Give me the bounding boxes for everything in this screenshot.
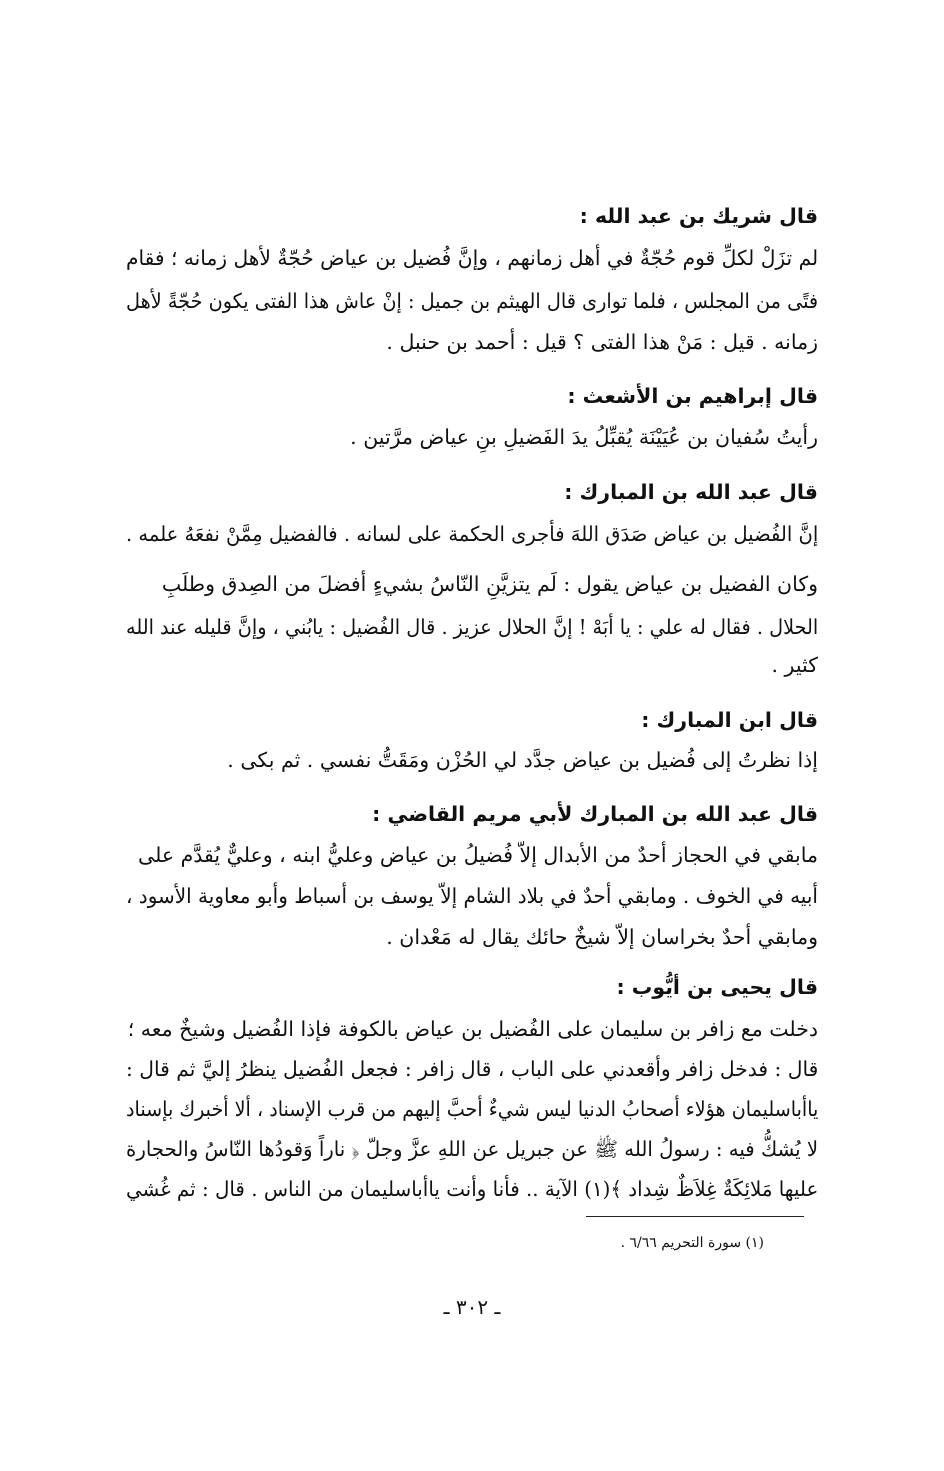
- text-line: رأيتُ سُفيان بن عُيَيْنَة يُقبِّلُ يدَ الفَضيلِ بنِ عياض مرَّتين .: [350, 425, 818, 449]
- section-heading: قال شريك بن عبد الله :: [579, 204, 818, 228]
- text-line: إذا نظرتُ إلى فُضيل بن عياض جدَّد لي الحُزْن ومَقَتُّ نفسي . ثم بكى .: [227, 748, 818, 772]
- text-line: لا يُشكُّ فيه : رسولُ الله ﷺ عن جبريل عن اللهِ عزَّ وجلّ ﴿ ناراً وَقودُها النّاسُ والحجارة: [125, 1137, 818, 1161]
- text-line: الحلال . فقال له علي : يا أبَهْ ! إنَّ الحلال عزيز . قال الفُضيل : يابُني ، وإنَّ قليله عند الله: [125, 615, 818, 639]
- text-line: إنَّ الفُضيل بن عياض صَدَق اللهَ فأجرى الحكمة على لسانه . فالفضيل مِمَّنْ نفعَهُ علمه .: [125, 522, 818, 546]
- text-line: مابقي في الحجاز أحدٌ من الأبدال إلاّ فُضيلُ بن عياض وعليُّ ابنه ، وعليٌّ يُقدَّم على: [137, 843, 818, 867]
- text-line: ومابقي أحدٌ بخراسان إلاّ شيخٌ حائك يقال له مَعْدان .: [386, 925, 818, 949]
- section-heading: قال عبد الله بن المبارك :: [564, 480, 818, 504]
- section-heading: قال يحيى بن أيُّوب :: [616, 975, 818, 999]
- text-line: زمانه . قيل : مَنْ هذا الفتى ؟ قيل : أحمد بن حنبل .: [386, 330, 818, 354]
- text-line: لم تزَلْ لكلِّ قوم حُجّةٌ في أهل زمانهم ، وإنَّ فُضيل بن عياض حُجّةٌ لأهل زمانه ؛ فقام: [125, 246, 818, 270]
- page-number: ـ ٣٠٢ ـ: [443, 1295, 501, 1319]
- text-line: أبيه في الخوف . ومابقي أحدٌ في بلاد الشام إلاّ يوسف بن أسباط وأبو معاوية الأسود ،: [126, 884, 818, 908]
- text-line: وكان الفضيل بن عياض يقول : لَم يتزيَّنِ النّاسُ بشيءٍ أفضلَ من الصِدق وطلَبِ: [161, 572, 818, 596]
- footnote-divider: [586, 1216, 804, 1217]
- section-heading: قال ابن المبارك :: [641, 708, 818, 732]
- text-line: كثير .: [771, 653, 818, 677]
- section-heading: قال إبراهيم بن الأشعث :: [567, 384, 818, 408]
- text-line: دخلت مع زافر بن سليمان على الفُضيل بن عياض بالكوفة فإذا الفُضيل وشيخٌ معه ؛: [127, 1017, 818, 1041]
- section-heading: قال عبد الله بن المبارك لأبي مريم القاضي :: [372, 802, 818, 826]
- text-line: ياأباسليمان هؤلاء أصحابُ الدنيا ليس شيءٌ أحبَّ إليهم من قرب الإسناد ، ألا أخبرك بإسناد: [125, 1097, 818, 1121]
- text-line: قال : فدخل زافر وأقعدني على الباب ، قال زافر : فجعل الفُضيل ينظرُ إليَّ ثم قال :: [125, 1057, 818, 1081]
- footnote: (١) سورة التحريم ٦/٦٦ .: [620, 1235, 764, 1251]
- text-line: فتًى من المجلس ، فلما توارى قال الهيثم بن جميل : إنْ عاش هذا الفتى يكون حُجّةً لأهل: [125, 289, 818, 313]
- text-line: عليها مَلائِكَةٌ غِلاَظٌ شِداد ﴾(١) الآية .. فأنا وأنت ياأباسليمان من الناس . قال : ثم غُشي: [125, 1177, 818, 1201]
